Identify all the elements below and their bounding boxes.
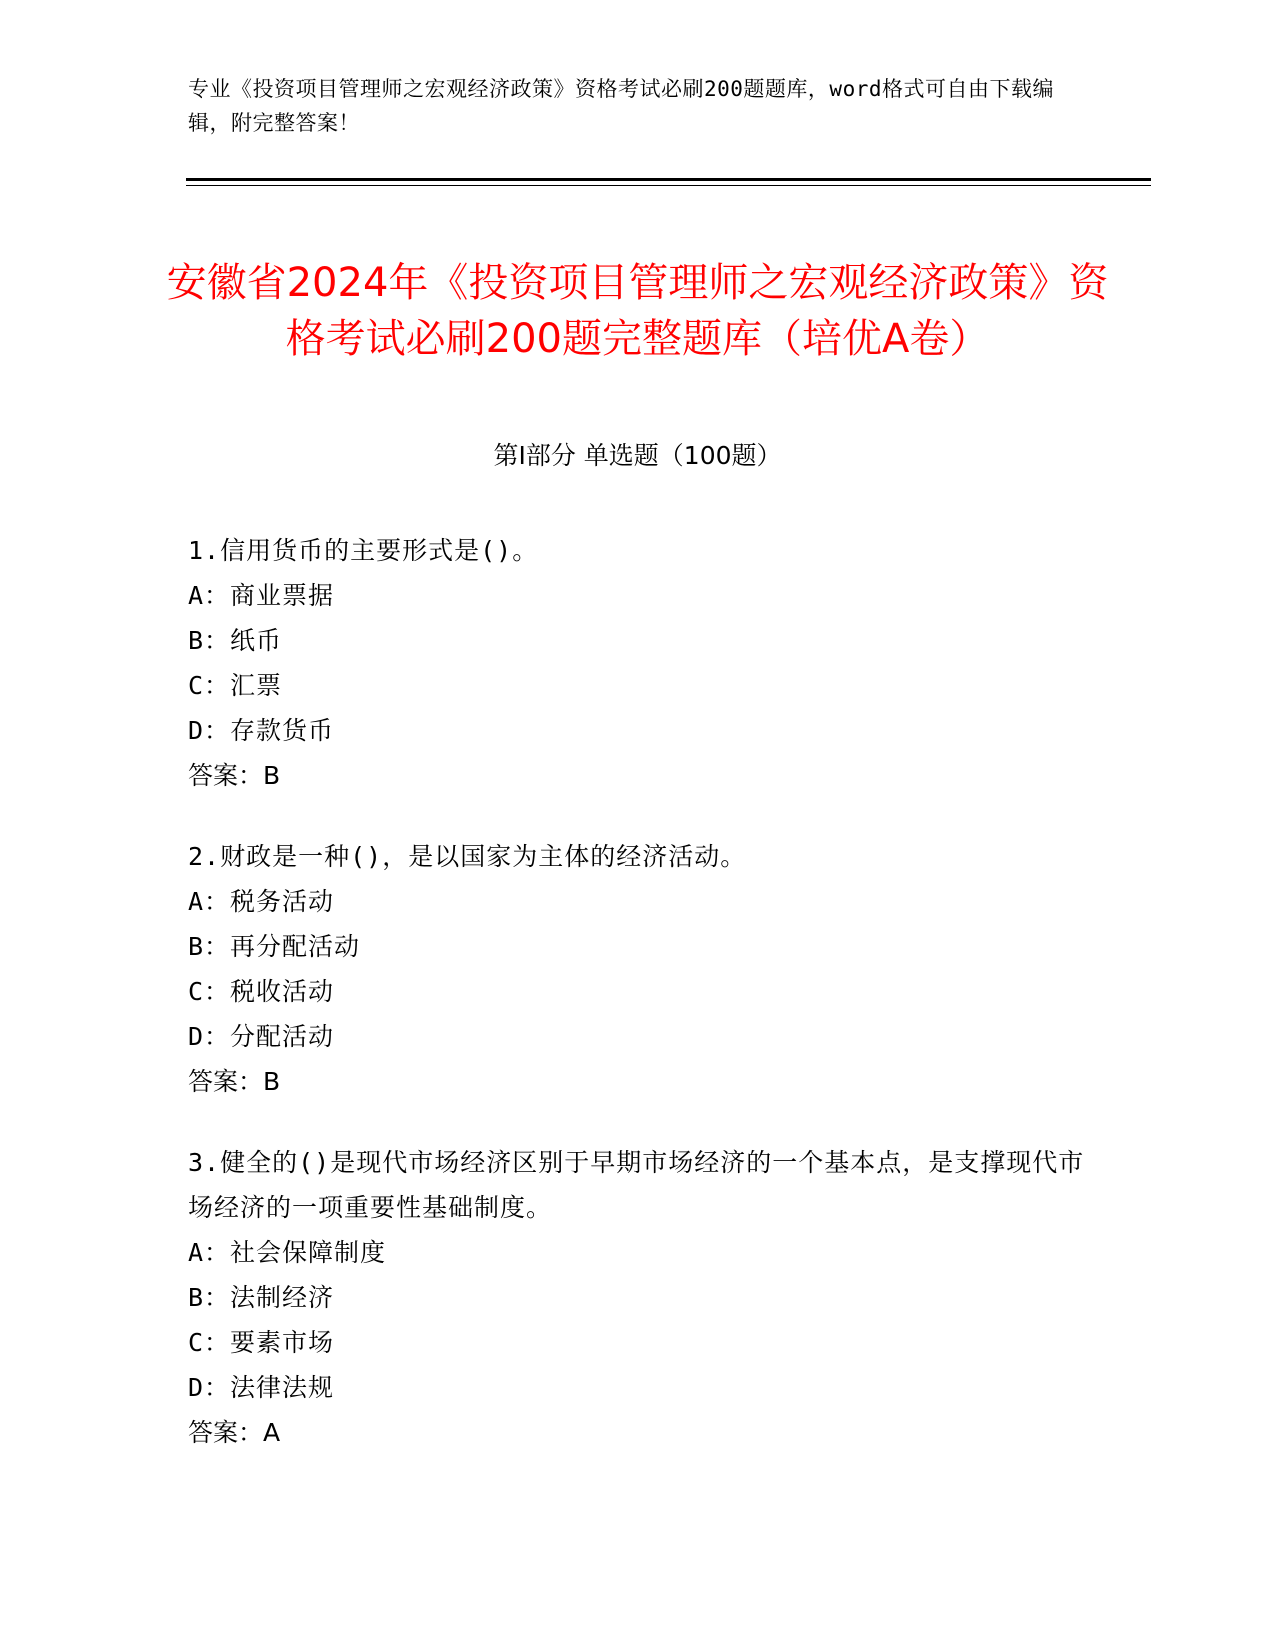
question-list [188,528,1088,1491]
document-title: 安徽省2024年《投资项目管理师之宏观经济政策》资格考试必刷200题完整题库（培优A卷） [166,259,1109,362]
answer: 答案：A [188,1418,281,1447]
answer: 答案：B [188,1067,281,1096]
option-a: A：社会保障制度 [188,1238,387,1267]
header-note: 专业《投资项目管理师之宏观经济政策》资格考试必刷200题题库，word格式可自由下载编辑，附完整答案！ [188,77,1054,135]
option-c: C：汇票 [188,671,283,700]
question-2 [188,834,1088,1104]
question-1 [188,528,1088,798]
option-c: C：要素市场 [188,1328,335,1357]
option-d: D：分配活动 [188,1022,335,1051]
question-3 [188,1140,1088,1455]
option-d: D：法律法规 [188,1373,335,1402]
answer: 答案：B [188,761,281,790]
question-stem: 3.健全的()是现代市场经济区别于早期市场经济的一个基本点，是支撑现代市场经济的一项重要性基础制度。 [188,1148,1085,1222]
header-rule-thick [186,178,1151,181]
question-stem: 2.财政是一种()，是以国家为主体的经济活动。 [188,842,747,871]
option-d: D：存款货币 [188,716,335,745]
option-c: C：税收活动 [188,977,335,1006]
option-b: B：再分配活动 [188,932,361,961]
option-b: B：法制经济 [188,1283,335,1312]
option-b: B：纸币 [188,626,283,655]
header-rule-thin [186,185,1151,186]
question-stem: 1.信用货币的主要形式是()。 [188,536,539,565]
option-a: A：商业票据 [188,581,335,610]
option-a: A：税务活动 [188,887,335,916]
section-heading: 第I部分 单选题（100题） [493,441,782,470]
